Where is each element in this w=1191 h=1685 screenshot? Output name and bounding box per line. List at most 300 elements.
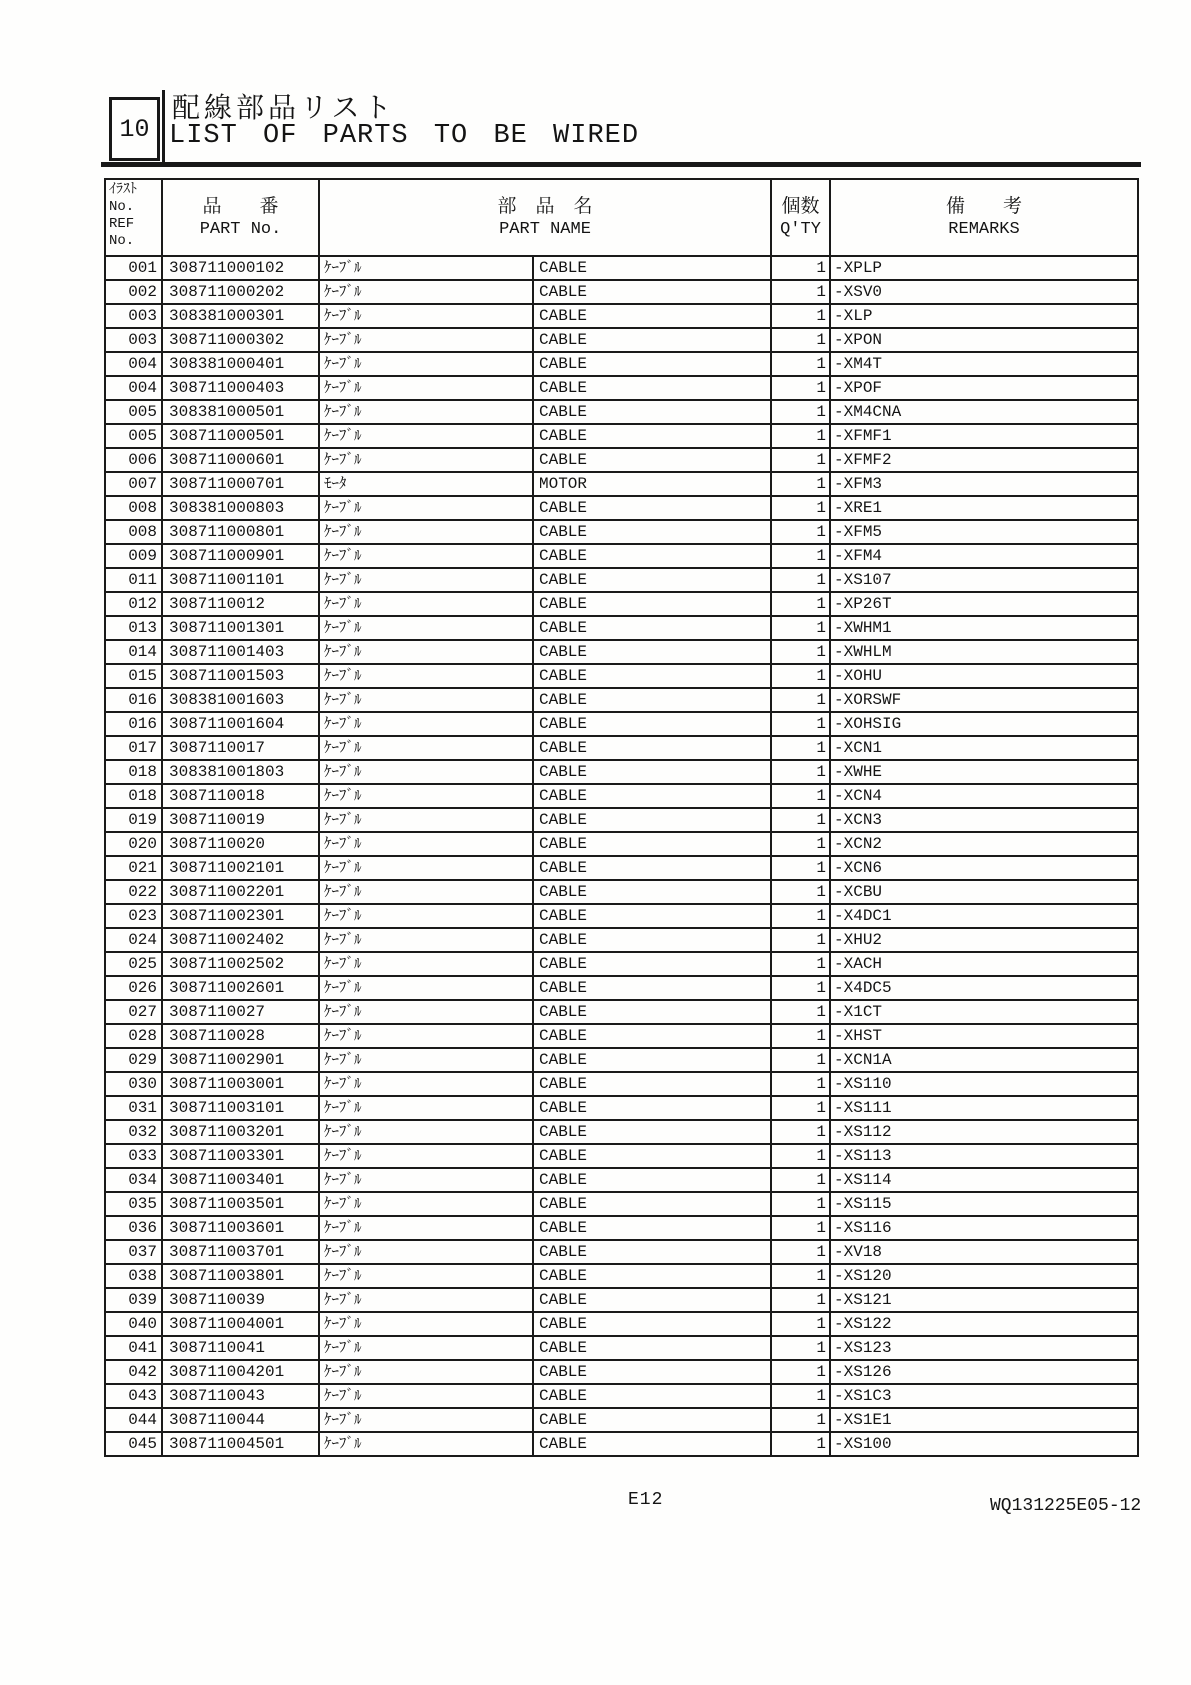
part-no-cell: 308711004201 [162,1360,319,1384]
remarks-cell: -XS120 [830,1264,1138,1288]
part-name-en-cell: CABLE [533,568,771,592]
qty-header-en: Q'TY [780,220,821,239]
ref-no-cell: 015 [105,664,162,688]
ref-no-cell: 005 [105,424,162,448]
part-name-jp-cell: ｹｰﾌﾞﾙ [319,1240,533,1264]
part-no-cell: 308711004501 [162,1432,319,1456]
part-name-jp-cell: ｹｰﾌﾞﾙ [319,1096,533,1120]
remarks-cell: -XPOF [830,376,1138,400]
table-row [105,832,1138,856]
qty-header-jp: 個数 [781,196,820,218]
qty-cell: 1 [771,424,830,448]
table-row [105,568,1138,592]
part-name-jp-cell: ｹｰﾌﾞﾙ [319,856,533,880]
table-row [105,1216,1138,1240]
qty-cell: 1 [771,1216,830,1240]
remarks-cell: -XOHSIG [830,712,1138,736]
part-name-jp-cell: ｹｰﾌﾞﾙ [319,880,533,904]
ref-no-cell: 014 [105,640,162,664]
part-name-jp-cell: ｹｰﾌﾞﾙ [319,544,533,568]
part-name-en-cell: CABLE [533,256,771,280]
qty-cell: 1 [771,400,830,424]
ref-header-line-3: REF [109,216,135,232]
remarks-header-cell [830,179,1138,256]
qty-cell: 1 [771,1312,830,1336]
part-name-jp-cell: ｹｰﾌﾞﾙ [319,688,533,712]
table-row [105,280,1138,304]
table-row [105,400,1138,424]
part-name-jp-cell: ｹｰﾌﾞﾙ [319,1168,533,1192]
part-name-en-cell: CABLE [533,1312,771,1336]
remarks-cell: -XM4T [830,352,1138,376]
ref-no-cell: 025 [105,952,162,976]
table-row [105,256,1138,280]
table-row [105,520,1138,544]
part-name-jp-cell: ｹｰﾌﾞﾙ [319,1144,533,1168]
ref-no-cell: 032 [105,1120,162,1144]
remarks-cell: -X4DC5 [830,976,1138,1000]
ref-no-cell: 022 [105,880,162,904]
table-row [105,808,1138,832]
part-no-cell: 308711001301 [162,616,319,640]
part-no-cell: 308711002101 [162,856,319,880]
part-no-cell: 308711000601 [162,448,319,472]
table-row [105,1336,1138,1360]
remarks-cell: -XS123 [830,1336,1138,1360]
part-name-en-cell: CABLE [533,904,771,928]
part-name-jp-cell: ｹｰﾌﾞﾙ [319,664,533,688]
part-name-jp-cell: ｹｰﾌﾞﾙ [319,952,533,976]
table-row [105,784,1138,808]
ref-no-cell: 036 [105,1216,162,1240]
remarks-cell: -XS114 [830,1168,1138,1192]
qty-cell: 1 [771,448,830,472]
part-no-cell: 3087110043 [162,1384,319,1408]
part-name-en-cell: CABLE [533,448,771,472]
part-no-cell: 308711003701 [162,1240,319,1264]
parts-table [104,178,1139,1457]
part-name-header-en: PART NAME [499,220,591,239]
table-row [105,1168,1138,1192]
remarks-cell: -XS100 [830,1432,1138,1456]
title-underline [101,162,1141,167]
remarks-header-en: REMARKS [948,220,1020,239]
ref-no-cell: 001 [105,256,162,280]
ref-no-cell: 005 [105,400,162,424]
part-name-en-cell: CABLE [533,424,771,448]
ref-no-cell: 018 [105,760,162,784]
remarks-cell: -XM4CNA [830,400,1138,424]
part-no-cell: 308711002502 [162,952,319,976]
part-name-jp-cell: ｹｰﾌﾞﾙ [319,520,533,544]
part-no-cell: 308711003201 [162,1120,319,1144]
qty-cell: 1 [771,736,830,760]
ref-no-cell: 027 [105,1000,162,1024]
ref-no-cell: 017 [105,736,162,760]
qty-cell: 1 [771,328,830,352]
table-row [105,328,1138,352]
part-name-jp-cell: ｹｰﾌﾞﾙ [319,1192,533,1216]
remarks-cell: -XFMF1 [830,424,1138,448]
part-no-header-jp: 品 番 [202,196,279,218]
qty-cell: 1 [771,832,830,856]
ref-no-cell: 024 [105,928,162,952]
ref-no-cell: 021 [105,856,162,880]
ref-no-cell: 033 [105,1144,162,1168]
part-name-jp-cell: ｹｰﾌﾞﾙ [319,736,533,760]
ref-no-cell: 008 [105,520,162,544]
part-no-cell: 308711003001 [162,1072,319,1096]
remarks-cell: -XS113 [830,1144,1138,1168]
ref-no-cell: 037 [105,1240,162,1264]
part-name-jp-cell: ｹｰﾌﾞﾙ [319,376,533,400]
remarks-cell: -XCN6 [830,856,1138,880]
part-name-jp-cell: ｹｰﾌﾞﾙ [319,712,533,736]
part-no-cell: 308711001101 [162,568,319,592]
table-row [105,1312,1138,1336]
part-no-cell: 308711000801 [162,520,319,544]
part-name-en-cell: CABLE [533,856,771,880]
part-name-jp-cell: ｹｰﾌﾞﾙ [319,1000,533,1024]
qty-cell: 1 [771,664,830,688]
remarks-cell: -XOHU [830,664,1138,688]
part-name-en-cell: CABLE [533,1408,771,1432]
part-name-jp-cell: ｹｰﾌﾞﾙ [319,280,533,304]
table-row [105,952,1138,976]
ref-no-cell: 020 [105,832,162,856]
qty-cell: 1 [771,760,830,784]
ref-no-cell: 044 [105,1408,162,1432]
remarks-cell: -XV18 [830,1240,1138,1264]
part-name-jp-cell: ｹｰﾌﾞﾙ [319,304,533,328]
part-no-cell: 308711003501 [162,1192,319,1216]
ref-header-line-2: No. [109,199,135,215]
qty-header-cell [771,179,830,256]
qty-cell: 1 [771,856,830,880]
remarks-cell: -XCN4 [830,784,1138,808]
part-name-jp-cell: ｹｰﾌﾞﾙ [319,1312,533,1336]
remarks-cell: -XS111 [830,1096,1138,1120]
qty-cell: 1 [771,1072,830,1096]
part-name-en-cell: CABLE [533,784,771,808]
remarks-cell: -XACH [830,952,1138,976]
qty-cell: 1 [771,880,830,904]
qty-cell: 1 [771,1288,830,1312]
part-no-cell: 3087110017 [162,736,319,760]
part-name-jp-cell: ﾓｰﾀ [319,472,533,496]
ref-no-cell: 004 [105,376,162,400]
table-row [105,1360,1138,1384]
part-no-cell: 308381000401 [162,352,319,376]
part-name-en-cell: CABLE [533,280,771,304]
table-row [105,448,1138,472]
table-row [105,472,1138,496]
part-name-jp-cell: ｹｰﾌﾞﾙ [319,568,533,592]
remarks-cell: -XS116 [830,1216,1138,1240]
remarks-cell: -XPON [830,328,1138,352]
part-no-cell: 308711003301 [162,1144,319,1168]
table-row [105,664,1138,688]
part-name-jp-cell: ｹｰﾌﾞﾙ [319,1336,533,1360]
part-name-jp-cell: ｹｰﾌﾞﾙ [319,1384,533,1408]
ref-no-cell: 030 [105,1072,162,1096]
part-name-en-cell: CABLE [533,1192,771,1216]
part-name-en-cell: CABLE [533,352,771,376]
ref-no-cell: 031 [105,1096,162,1120]
qty-cell: 1 [771,1432,830,1456]
remarks-cell: -XCN3 [830,808,1138,832]
qty-cell: 1 [771,472,830,496]
part-name-jp-cell: ｹｰﾌﾞﾙ [319,256,533,280]
part-name-en-cell: CABLE [533,1096,771,1120]
part-name-jp-cell: ｹｰﾌﾞﾙ [319,784,533,808]
qty-cell: 1 [771,976,830,1000]
part-name-en-cell: CABLE [533,616,771,640]
qty-cell: 1 [771,1336,830,1360]
part-name-en-cell: CABLE [533,832,771,856]
remarks-cell: -XFM5 [830,520,1138,544]
part-no-cell: 308711001604 [162,712,319,736]
ref-no-cell: 007 [105,472,162,496]
part-no-cell: 308381001603 [162,688,319,712]
remarks-cell: -XCN1A [830,1048,1138,1072]
part-name-en-cell: CABLE [533,880,771,904]
qty-cell: 1 [771,784,830,808]
table-row [105,856,1138,880]
table-row [105,1384,1138,1408]
table-row [105,592,1138,616]
qty-cell: 1 [771,544,830,568]
header-vertical-rule [162,90,165,164]
part-no-cell: 308381001803 [162,760,319,784]
part-name-jp-cell: ｹｰﾌﾞﾙ [319,976,533,1000]
part-no-cell: 308711000901 [162,544,319,568]
part-name-en-cell: CABLE [533,1360,771,1384]
ref-no-header-cell [105,179,162,256]
qty-cell: 1 [771,1000,830,1024]
qty-cell: 1 [771,712,830,736]
qty-cell: 1 [771,1144,830,1168]
ref-no-cell: 029 [105,1048,162,1072]
part-no-header-en: PART No. [199,220,282,239]
remarks-cell: -XWHLM [830,640,1138,664]
qty-cell: 1 [771,1360,830,1384]
qty-cell: 1 [771,568,830,592]
part-name-en-cell: CABLE [533,1216,771,1240]
ref-no-cell: 039 [105,1288,162,1312]
qty-cell: 1 [771,688,830,712]
part-no-cell: 308711002402 [162,928,319,952]
ref-no-cell: 003 [105,304,162,328]
part-no-cell: 308711000701 [162,472,319,496]
ref-no-cell: 009 [105,544,162,568]
ref-no-cell: 002 [105,280,162,304]
remarks-cell: -X1CT [830,1000,1138,1024]
part-name-jp-cell: ｹｰﾌﾞﾙ [319,424,533,448]
part-no-cell: 308711003101 [162,1096,319,1120]
remarks-cell: -XS122 [830,1312,1138,1336]
table-row [105,1192,1138,1216]
remarks-cell: -XS126 [830,1360,1138,1384]
part-no-cell: 308711000102 [162,256,319,280]
part-name-en-cell: CABLE [533,952,771,976]
table-row [105,1096,1138,1120]
part-no-cell: 3087110039 [162,1288,319,1312]
qty-cell: 1 [771,1048,830,1072]
remarks-cell: -XWHE [830,760,1138,784]
part-no-cell: 308711001403 [162,640,319,664]
part-name-en-cell: CABLE [533,808,771,832]
part-no-cell: 308711000202 [162,280,319,304]
part-name-en-cell: CABLE [533,664,771,688]
part-no-cell: 308711003801 [162,1264,319,1288]
remarks-cell: -XWHM1 [830,616,1138,640]
ref-no-cell: 041 [105,1336,162,1360]
table-row [105,1000,1138,1024]
table-row [105,352,1138,376]
part-no-cell: 308711000302 [162,328,319,352]
qty-cell: 1 [771,616,830,640]
part-no-cell: 308711002201 [162,880,319,904]
part-name-jp-cell: ｹｰﾌﾞﾙ [319,1288,533,1312]
part-no-cell: 308711000501 [162,424,319,448]
part-no-cell: 3087110041 [162,1336,319,1360]
qty-cell: 1 [771,304,830,328]
part-name-en-cell: CABLE [533,712,771,736]
table-row [105,1024,1138,1048]
table-row [105,616,1138,640]
part-no-cell: 308711000403 [162,376,319,400]
ref-no-cell: 012 [105,592,162,616]
part-no-cell: 3087110028 [162,1024,319,1048]
ref-no-cell: 043 [105,1384,162,1408]
part-name-jp-cell: ｹｰﾌﾞﾙ [319,904,533,928]
remarks-cell: -XS1E1 [830,1408,1138,1432]
part-name-en-cell: CABLE [533,1024,771,1048]
table-row [105,424,1138,448]
remarks-cell: -XLP [830,304,1138,328]
part-name-en-cell: CABLE [533,376,771,400]
part-name-en-cell: CABLE [533,304,771,328]
table-row [105,1240,1138,1264]
part-no-header-cell [162,179,319,256]
part-no-cell: 3087110020 [162,832,319,856]
part-name-jp-cell: ｹｰﾌﾞﾙ [319,1216,533,1240]
ref-header-line-1: ｲﾗｽﾄ [109,182,137,198]
part-no-cell: 3087110027 [162,1000,319,1024]
qty-cell: 1 [771,376,830,400]
part-no-cell: 308381000501 [162,400,319,424]
ref-no-cell: 026 [105,976,162,1000]
part-name-en-cell: MOTOR [533,472,771,496]
ref-no-cell: 016 [105,688,162,712]
part-name-jp-cell: ｹｰﾌﾞﾙ [319,352,533,376]
ref-no-cell: 034 [105,1168,162,1192]
remarks-cell: -XFMF2 [830,448,1138,472]
part-name-en-cell: CABLE [533,592,771,616]
part-name-en-cell: CABLE [533,1264,771,1288]
part-name-jp-cell: ｹｰﾌﾞﾙ [319,928,533,952]
part-name-en-cell: CABLE [533,1336,771,1360]
table-row [105,1288,1138,1312]
remarks-cell: -XRE1 [830,496,1138,520]
part-name-jp-cell: ｹｰﾌﾞﾙ [319,1264,533,1288]
qty-cell: 1 [771,1024,830,1048]
qty-cell: 1 [771,520,830,544]
part-name-en-cell: CABLE [533,1240,771,1264]
document-title-english: LIST OF PARTS TO BE WIRED [169,121,640,151]
ref-no-cell: 035 [105,1192,162,1216]
table-row [105,976,1138,1000]
qty-cell: 1 [771,1384,830,1408]
remarks-cell: -XCN2 [830,832,1138,856]
ref-no-cell: 023 [105,904,162,928]
part-name-en-cell: CABLE [533,1384,771,1408]
table-row [105,544,1138,568]
part-name-en-cell: CABLE [533,1168,771,1192]
qty-cell: 1 [771,928,830,952]
table-row [105,376,1138,400]
table-row [105,1048,1138,1072]
ref-no-cell: 013 [105,616,162,640]
part-name-en-cell: CABLE [533,400,771,424]
page-number: E12 [628,1490,664,1510]
part-no-cell: 308711003601 [162,1216,319,1240]
table-row [105,1264,1138,1288]
remarks-cell: -XORSWF [830,688,1138,712]
remarks-cell: -XS110 [830,1072,1138,1096]
part-name-en-cell: CABLE [533,688,771,712]
table-row [105,1144,1138,1168]
remarks-cell: -XS1C3 [830,1384,1138,1408]
qty-cell: 1 [771,592,830,616]
qty-cell: 1 [771,808,830,832]
part-name-header-cell [319,179,771,256]
ref-no-cell: 042 [105,1360,162,1384]
remarks-cell: -XHU2 [830,928,1138,952]
ref-no-cell: 038 [105,1264,162,1288]
part-no-cell: 3087110018 [162,784,319,808]
part-name-jp-cell: ｹｰﾌﾞﾙ [319,832,533,856]
ref-no-cell: 006 [105,448,162,472]
part-name-jp-cell: ｹｰﾌﾞﾙ [319,496,533,520]
part-no-cell: 308711004001 [162,1312,319,1336]
part-no-cell: 308711002901 [162,1048,319,1072]
remarks-cell: -X4DC1 [830,904,1138,928]
part-name-jp-cell: ｹｰﾌﾞﾙ [319,1432,533,1456]
ref-no-cell: 045 [105,1432,162,1456]
part-name-jp-cell: ｹｰﾌﾞﾙ [319,1024,533,1048]
part-name-jp-cell: ｹｰﾌﾞﾙ [319,1408,533,1432]
part-no-cell: 308711002301 [162,904,319,928]
table-row [105,880,1138,904]
table-row [105,304,1138,328]
table-row [105,928,1138,952]
qty-cell: 1 [771,1408,830,1432]
part-name-jp-cell: ｹｰﾌﾞﾙ [319,1048,533,1072]
part-name-jp-cell: ｹｰﾌﾞﾙ [319,400,533,424]
table-row [105,1432,1138,1456]
ref-header-line-4: No. [109,233,135,249]
remarks-cell: -XS121 [830,1288,1138,1312]
qty-cell: 1 [771,1096,830,1120]
ref-no-cell: 011 [105,568,162,592]
qty-cell: 1 [771,640,830,664]
qty-cell: 1 [771,904,830,928]
table-row [105,904,1138,928]
table-row [105,688,1138,712]
qty-cell: 1 [771,1192,830,1216]
